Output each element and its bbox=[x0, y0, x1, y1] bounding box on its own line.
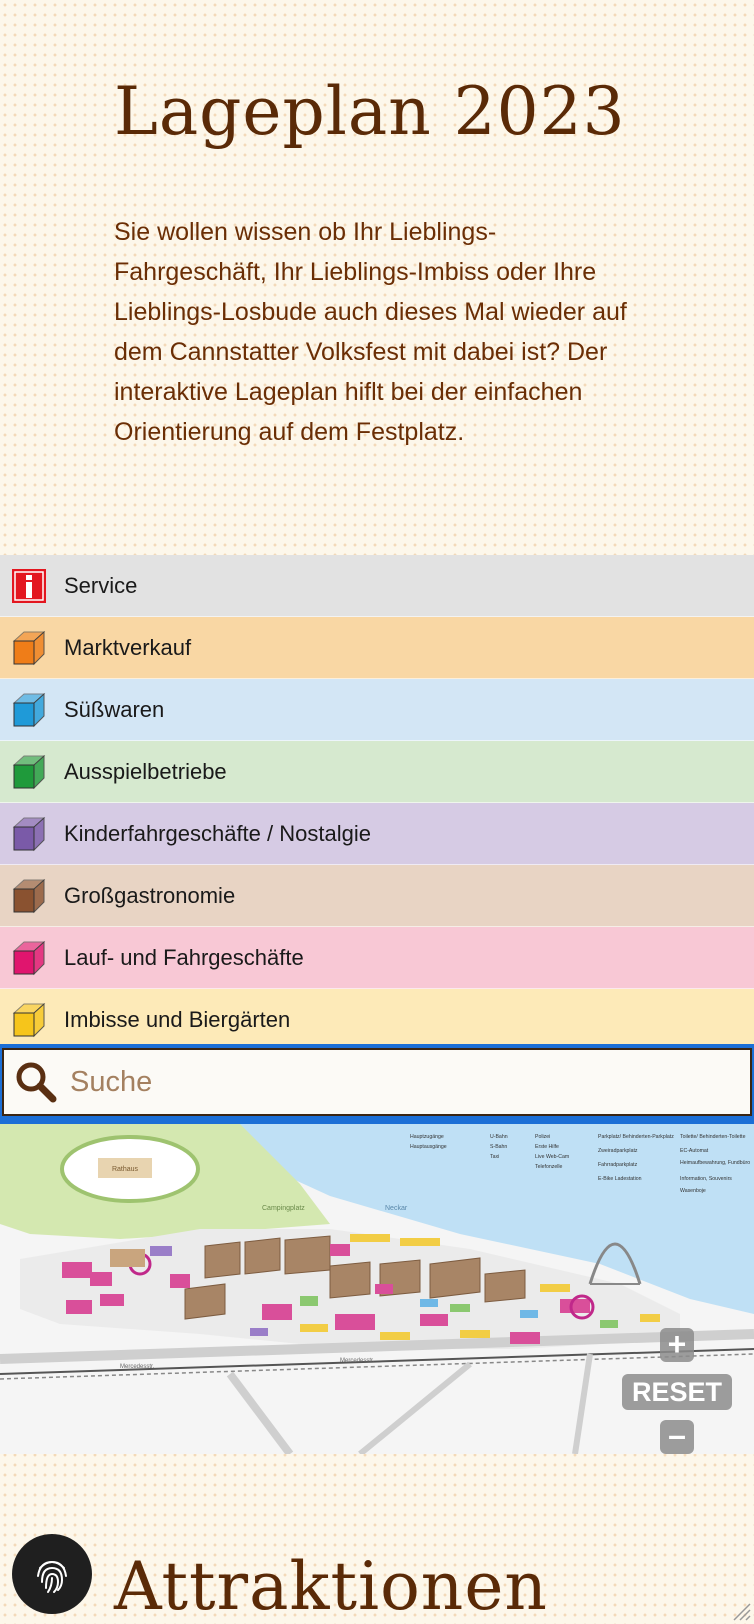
street-label-1: Mercedesstr. bbox=[120, 1364, 155, 1370]
zoom-in-button[interactable]: + bbox=[660, 1328, 694, 1362]
map-legend-hauptzugaenge: Hauptzugänge bbox=[410, 1134, 444, 1140]
magnifier-icon bbox=[14, 1060, 58, 1104]
map-legend-sbahn: S-Bahn bbox=[490, 1144, 508, 1150]
cube-icon bbox=[10, 691, 48, 729]
road-south-1 bbox=[230, 1374, 290, 1454]
legend-item-0[interactable] bbox=[0, 555, 754, 617]
reset-button[interactable]: RESET bbox=[622, 1374, 732, 1410]
map-label-river: Neckar bbox=[385, 1205, 408, 1212]
map-legend-webcam: Live Web-Cam bbox=[535, 1154, 570, 1160]
search-box[interactable] bbox=[2, 1048, 752, 1116]
legend-item-label: Süßwaren bbox=[64, 696, 165, 722]
map-legend-hauptausgaenge: Hauptausgänge bbox=[410, 1144, 447, 1150]
legend-item-label: Lauf- und Fahrgeschäfte bbox=[64, 944, 304, 970]
legend-item-label: Marktverkauf bbox=[64, 634, 192, 660]
road-south-3 bbox=[575, 1354, 590, 1454]
map-legend-erste-hilfe: Erste Hilfe bbox=[535, 1144, 559, 1150]
map-legend-parkplatz: Parkplatz/ Behinderten-Parkplatz bbox=[598, 1134, 674, 1140]
intro-text: Sie wollen wissen ob Ihr Lieblings-Fahrgeschäft, Ihr Lieblings-Imbiss oder Ihre Lieblings-Losbude auch dieses Mal wieder auf dem Cannstatter Volksfest mit dabei ist? Der interaktive Lageplan hiflt bei der einfachen Orientierung auf dem Festplatz. bbox=[114, 218, 627, 446]
map-legend-ubahn: U-Bahn bbox=[490, 1134, 508, 1140]
zoom-out-button[interactable]: – bbox=[660, 1420, 694, 1454]
legend-item-4[interactable] bbox=[0, 803, 754, 865]
map-legend-fahrrad: Fahrradparkplatz bbox=[598, 1162, 638, 1168]
map-legend-info: Information, Souvenirs bbox=[680, 1176, 732, 1182]
map-legend-toilette: Toilette/ Behinderten-Toilette bbox=[680, 1134, 746, 1140]
cube-icon bbox=[10, 629, 48, 667]
legend-item-label: Imbisse und Biergärten bbox=[64, 1006, 291, 1032]
search-bar bbox=[0, 1044, 754, 1120]
map-legend-taxi: Taxi bbox=[490, 1154, 500, 1160]
map-legend-wasenboje: Wasenboje bbox=[680, 1188, 706, 1194]
legend-item-5[interactable] bbox=[0, 865, 754, 927]
legend-item-label: Service bbox=[64, 572, 138, 598]
road-south-2 bbox=[360, 1364, 470, 1454]
map-legend-ec: EC-Automat bbox=[680, 1148, 709, 1154]
legend-item-7[interactable] bbox=[0, 989, 754, 1051]
cube-icon bbox=[10, 877, 48, 915]
cube-icon bbox=[10, 815, 48, 853]
map-legend-polizei: Polizei bbox=[535, 1134, 551, 1140]
privacy-settings-button[interactable] bbox=[12, 1534, 92, 1614]
cube-icon bbox=[10, 939, 48, 977]
legend-item-label: Großgastronomie bbox=[64, 882, 236, 908]
legend-item-2[interactable] bbox=[0, 679, 754, 741]
legend-item-6[interactable] bbox=[0, 927, 754, 989]
legend-item-3[interactable] bbox=[0, 741, 754, 803]
search-input[interactable] bbox=[70, 1066, 670, 1099]
site-map[interactable] bbox=[0, 1120, 754, 1454]
map-legend-ebike: E-Bike Ladestation bbox=[598, 1176, 642, 1182]
map-legend-telefon: Telefonzelle bbox=[535, 1164, 563, 1170]
map-legend-fundbuero: Heimaufbewahrung, Fundbüro bbox=[680, 1160, 751, 1166]
legend-item-label: Ausspielbetriebe bbox=[64, 758, 227, 784]
category-legend bbox=[0, 555, 754, 1051]
resize-grip-icon[interactable] bbox=[728, 1598, 752, 1622]
map-legend-zweirad: Zweiradparkplatz bbox=[598, 1148, 638, 1154]
page-title: Lageplan 2023 bbox=[114, 73, 626, 150]
map-label-camping: Campingplatz bbox=[262, 1205, 305, 1212]
cube-icon bbox=[10, 753, 48, 791]
legend-item-label: Kinderfahrgeschäfte / Nostalgie bbox=[64, 820, 371, 846]
street-label-2: Mercedesstr. bbox=[340, 1358, 375, 1364]
fingerprint-icon bbox=[30, 1552, 74, 1596]
map-label-rathaus: Rathaus bbox=[111, 1166, 139, 1173]
info-icon bbox=[10, 567, 48, 605]
legend-item-1[interactable] bbox=[0, 617, 754, 679]
cube-icon bbox=[10, 1001, 48, 1039]
attractions-heading: Attraktionen bbox=[114, 1548, 548, 1624]
